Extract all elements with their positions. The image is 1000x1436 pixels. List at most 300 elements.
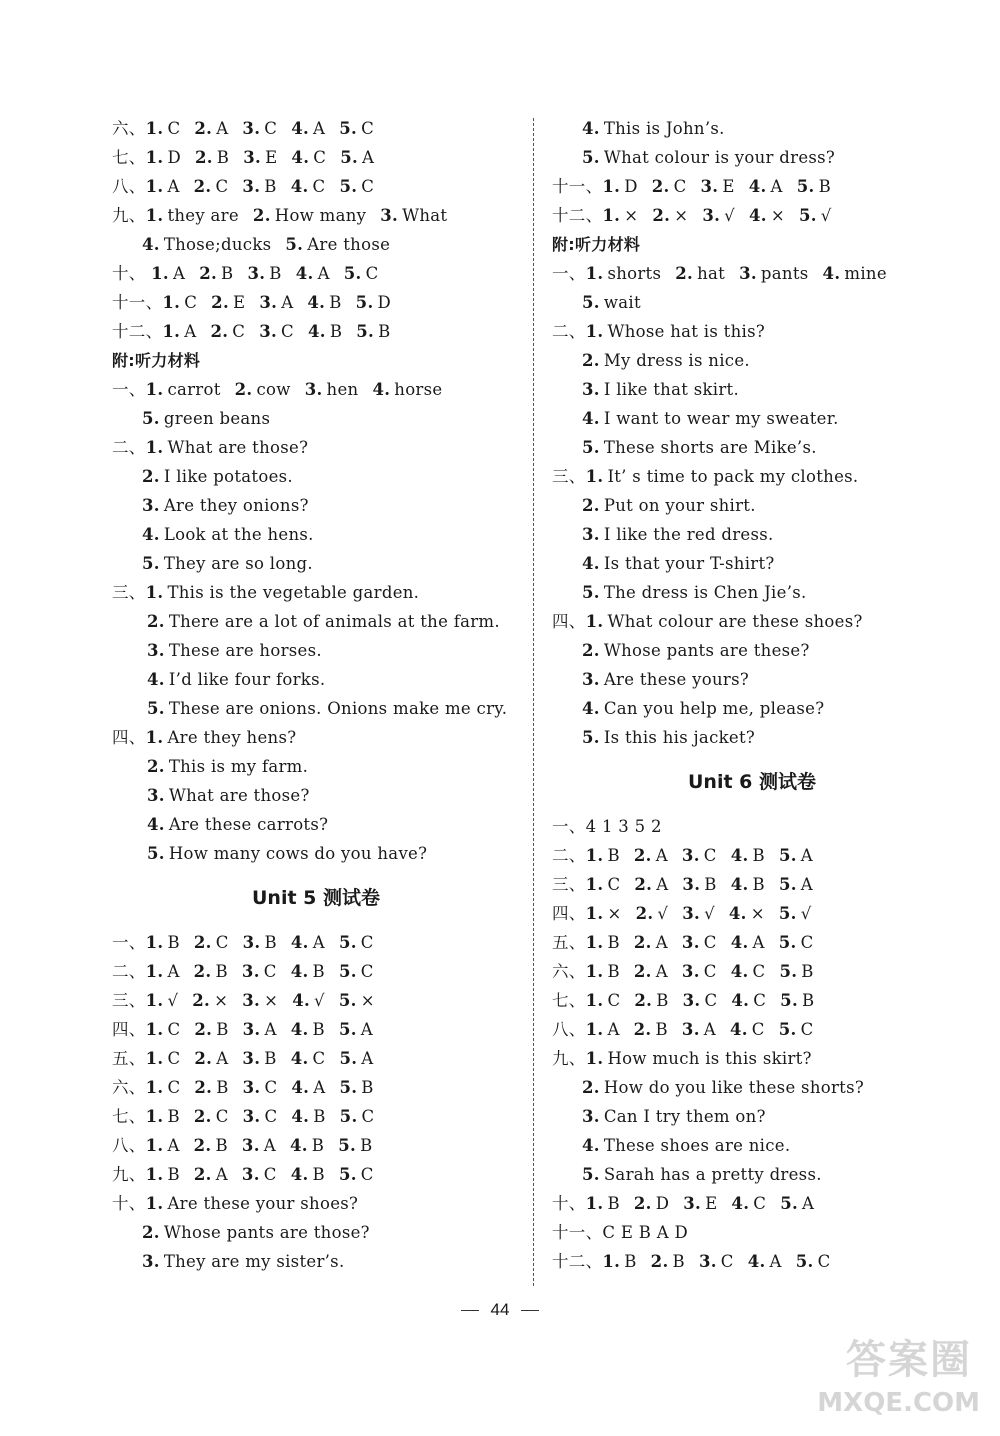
item-number: 5. [338,1020,357,1039]
item-answer: D [655,1194,670,1213]
item-number: 5. [343,264,362,283]
question-number: 一、 [112,933,146,952]
item-answer: I want to wear my sweater. [603,409,839,428]
answer-line [552,520,952,549]
item-answer: C [167,119,181,138]
item-answer: B [360,1136,373,1155]
item-number: 5. [778,875,797,894]
item-number: 1. [585,991,604,1010]
item-answer: A [312,933,325,952]
item-number: 3. [242,933,261,952]
item-number: 2. [210,322,229,341]
item-number: 2. [147,612,165,631]
answer-line [112,201,520,230]
item-number: 3. [241,962,260,981]
item-answer: C [365,264,379,283]
item-number: 5. [778,846,797,865]
item-answer: A [800,875,813,894]
item-number: 2. [199,264,218,283]
answer-line [112,957,520,986]
item-number: 2. [652,206,671,225]
item-number: 3. [682,875,701,894]
item-answer: B [312,962,325,981]
answer-line [552,928,952,957]
item-number: 4. [730,962,749,981]
item-answer: cow [256,380,291,399]
item-answer: C [167,1078,181,1097]
item-answer: × [624,206,639,225]
item-answer: carrot [167,380,221,399]
answer-line [112,433,520,462]
item-answer: A [655,933,668,952]
question-number: 十、 [552,1194,586,1213]
answer-line [552,607,952,636]
item-number: 1. [585,1049,604,1068]
item-answer: C [361,177,375,196]
item-answer: A [313,1078,326,1097]
item-number: 2. [147,757,165,776]
answer-line [112,752,520,781]
item-answer: B [313,1107,326,1126]
item-number: 3. [681,933,700,952]
item-number: 4. [147,815,165,834]
item-answer: These are onions. Onions make me cry. [168,699,508,718]
item-answer: B [216,148,230,167]
item-number: 1. [145,1165,164,1184]
item-number: 1. [585,904,604,923]
item-answer: B [752,846,765,865]
answer-line [552,549,952,578]
item-answer: C [817,1252,831,1271]
item-number: 2. [194,119,213,138]
item-answer: C [313,148,327,167]
answer-line [112,839,520,868]
question-number: 三、 [112,583,146,602]
answer-line [552,841,952,870]
item-answer: pants [760,264,809,283]
item-answer: A [800,846,813,865]
item-answer: Are those [307,235,391,254]
item-number: 2. [193,1107,212,1126]
question-number: 十二、 [552,206,603,225]
item-number: 1. [145,991,164,1010]
item-number: 3. [682,991,701,1010]
item-answer: A [607,1020,620,1039]
answer-line [112,549,520,578]
answer-line [552,1102,952,1131]
item-number: 3. [681,846,700,865]
item-number: 2. [582,641,600,660]
answer-line [112,491,520,520]
item-number: 5. [582,1165,600,1184]
question-number: 四、 [112,1020,146,1039]
item-number: 5. [285,235,304,254]
item-answer: B [607,1194,620,1213]
question-number: 一、 [552,264,586,283]
item-number: 4. [290,177,309,196]
item-answer: C [184,293,198,312]
item-answer: C [232,322,246,341]
answer-line [552,1044,952,1073]
item-number: 2. [582,351,600,370]
watermark-big-text: 答案圈 [846,1337,972,1383]
item-answer: B [378,322,391,341]
answer-line [552,1131,952,1160]
item-number: 3. [242,119,261,138]
item-number: 5. [778,933,797,952]
answer-line [552,114,952,143]
answer-line [552,433,952,462]
item-answer: √ [657,904,669,923]
item-number: 2. [633,962,652,981]
item-number: 1. [145,962,164,981]
item-answer: B [329,293,342,312]
answer-line [112,317,520,346]
item-answer: C [800,1020,814,1039]
item-number: 3. [582,380,600,399]
answer-line [112,1131,520,1160]
question-number: 六、 [552,962,586,981]
item-answer: C [751,1020,765,1039]
item-answer: Are these your shoes? [167,1194,359,1213]
item-answer: √ [314,991,325,1010]
item-number: 4. [582,554,600,573]
item-number: 3. [582,670,600,689]
item-answer: C [673,177,687,196]
question-number: 七、 [112,148,146,167]
question-number: 四、 [112,728,146,747]
item-number: 3. [241,1165,260,1184]
item-answer: B [607,962,620,981]
item-number: 4. [372,380,391,399]
question-number: 八、 [552,1020,586,1039]
answer-line [552,317,952,346]
item-number: 3. [242,991,261,1010]
item-answer: Whose pants are those? [163,1223,370,1242]
item-number: 3. [259,322,278,341]
left-column [112,114,520,1276]
answer-line [112,1102,520,1131]
item-answer: What are those? [168,786,310,805]
item-number: 5. [338,1136,357,1155]
item-number: 5. [339,1049,358,1068]
item-answer: A [167,177,180,196]
answer-line [112,1073,520,1102]
item-answer: A [655,962,668,981]
item-number: 5. [356,322,375,341]
item-number: 2. [193,933,212,952]
item-number: 4. [728,904,747,923]
item-answer: A [184,322,197,341]
item-number: 4. [295,264,314,283]
item-answer: A [362,148,375,167]
item-answer: A [703,1020,716,1039]
answer-line [112,1218,520,1247]
item-answer: C [752,962,766,981]
answer-line [112,1247,520,1276]
item-number: 4. [731,1194,750,1213]
item-answer: C [264,119,278,138]
answer-line [112,781,520,810]
item-number: 5. [778,1020,797,1039]
item-number: 5. [339,1078,358,1097]
item-number: 1. [145,1020,164,1039]
section-title: Unit 6 测试卷 [688,771,816,793]
answer-line [552,346,952,375]
item-number: 2. [194,1020,213,1039]
item-answer: They are so long. [163,554,313,573]
listening-heading: 附:听力材料 [112,351,201,370]
item-number: 2. [192,991,211,1010]
item-answer: × [750,904,765,923]
item-number: 1. [585,612,604,631]
item-answer: B [216,1020,229,1039]
item-number: 3. [242,1020,261,1039]
item-number: 1. [145,1194,164,1213]
item-number: 2. [194,1078,213,1097]
item-number: 3. [681,962,700,981]
item-number: 4. [291,148,310,167]
item-answer: C [720,1252,734,1271]
item-number: 3. [259,293,278,312]
item-answer: × [360,991,375,1010]
item-number: 1. [145,1107,164,1126]
item-number: 1. [602,177,621,196]
item-number: 4. [731,991,750,1010]
item-answer: These shorts are Mike’s. [603,438,817,457]
question-number: 十一、 [112,293,163,312]
item-answer: B [655,1020,668,1039]
answer-line [552,172,952,201]
item-answer: C [800,933,814,952]
question-number: 六、 [112,119,146,138]
item-number: 2. [634,875,653,894]
item-number: 1. [151,264,169,283]
question-number: 十一、 [552,177,603,196]
item-number: 3. [380,206,399,225]
item-answer: Are they onions? [163,496,309,515]
item-number: 5. [355,293,374,312]
item-number: 5. [582,583,600,602]
answer-line [552,665,952,694]
item-answer: B [607,846,620,865]
answer-line [112,694,520,723]
item-answer: It’ s time to pack my clothes. [607,467,859,486]
answer-line [112,172,520,201]
item-answer: A [655,846,668,865]
item-answer: shorts [607,264,662,283]
item-number: 3. [582,525,600,544]
item-number: 2. [193,1136,212,1155]
item-answer: A [172,264,186,283]
item-answer: A [317,264,330,283]
item-number: 5. [582,728,600,747]
item-answer: B [704,875,717,894]
item-number: 5. [147,699,165,718]
item-number: 3. [702,206,721,225]
item-number: 3. [147,641,165,660]
item-number: 3. [242,1078,261,1097]
answer-line [112,114,520,143]
item-number: 3. [142,496,160,515]
question-number: 九、 [112,1165,146,1184]
item-number: 5. [582,293,600,312]
question-number: 五、 [112,1049,146,1068]
item-number: 4. [291,119,310,138]
item-number: 3. [242,1049,261,1068]
answer-line [552,812,952,841]
item-answer: B [818,177,832,196]
dash-left [461,1310,479,1311]
answer-line [552,462,952,491]
item-number: 4. [307,293,326,312]
item-answer: C [703,962,717,981]
item-answer: A [802,1194,815,1213]
item-number: 5. [338,933,357,952]
item-number: 1. [145,1078,164,1097]
item-answer: D [624,177,638,196]
answer-line [112,607,520,636]
item-answer: A [281,293,294,312]
item-number: 4. [730,933,749,952]
item-number: 2. [234,380,253,399]
item-answer: B [312,1165,325,1184]
item-answer: D [377,293,392,312]
answer-sequence: 4 1 3 5 2 [585,817,662,836]
item-answer: × [770,206,785,225]
answer-line [552,870,952,899]
item-answer: Is this his jacket? [603,728,756,747]
item-number: 3. [241,1136,260,1155]
item-number: 4. [730,846,749,865]
item-number: 3. [242,1107,261,1126]
item-number: 3. [698,1252,717,1271]
answer-line [552,491,952,520]
item-answer: These are horses. [168,641,322,660]
item-number: 1. [145,1049,164,1068]
item-number: 2. [193,177,212,196]
item-answer: B [801,962,814,981]
item-number: 4. [147,670,165,689]
question-number: 十二、 [112,322,163,341]
item-answer: √ [800,904,812,923]
item-answer: C [215,1107,229,1126]
item-answer: they are [167,206,239,225]
answer-line [552,201,952,230]
item-number: 1. [585,322,604,341]
answer-line [112,462,520,491]
item-answer: B [216,1078,229,1097]
item-number: 4. [290,1020,309,1039]
item-number: 2. [193,962,212,981]
item-answer: B [361,1078,374,1097]
question-number: 四、 [552,612,586,631]
item-answer: A [264,1020,277,1039]
answer-line [112,375,520,404]
item-number: 1. [145,583,164,602]
item-number: 2. [193,1165,212,1184]
item-answer: E [705,1194,718,1213]
item-answer: B [312,1020,325,1039]
item-answer: Can I try them on? [603,1107,766,1126]
item-answer: Whose pants are these? [603,641,810,660]
item-number: 3. [147,786,165,805]
item-answer: hat [697,264,726,283]
answer-line [112,1044,520,1073]
item-number: 2. [633,846,652,865]
question-number: 四、 [552,904,586,923]
item-number: 1. [145,119,164,138]
question-number: 二、 [112,962,146,981]
item-answer: A [752,933,765,952]
item-number: 2. [635,904,654,923]
item-answer: green beans [163,409,271,428]
item-number: 2. [252,206,271,225]
item-answer: A [263,1136,276,1155]
question-number: 三、 [552,875,586,894]
item-answer: C [264,1107,278,1126]
answer-line [552,957,952,986]
answer-line [112,810,520,839]
answer-line [552,1073,952,1102]
answer-line [552,404,952,433]
item-answer: How much is this skirt? [607,1049,812,1068]
item-number: 1. [145,148,164,167]
answer-line [552,259,952,288]
question-number: 五、 [552,933,586,952]
answer-line [112,665,520,694]
item-answer: B [607,933,620,952]
answer-line [552,723,952,752]
question-number: 七、 [552,991,586,1010]
item-answer: B [264,1049,277,1068]
item-answer: The dress is Chen Jie’s. [603,583,807,602]
item-answer: I like that skirt. [603,380,740,399]
item-number: 5. [339,177,358,196]
item-number: 1. [145,206,164,225]
item-answer: A [769,1252,782,1271]
question-number: 八、 [112,177,146,196]
item-answer: A [313,119,326,138]
item-number: 1. [585,846,604,865]
item-answer: C [703,846,717,865]
item-answer: C [607,875,621,894]
item-answer: C [167,1020,181,1039]
answer-line [112,723,520,752]
item-number: 4. [289,1136,308,1155]
page-number [0,1300,1000,1320]
item-number: 1. [602,1252,621,1271]
item-number: 5. [338,991,357,1010]
item-answer: wait [603,293,641,312]
item-number: 4. [749,206,767,225]
item-answer: C [215,177,229,196]
item-answer: C [361,1107,375,1126]
item-answer: C [312,1049,326,1068]
dash-right [521,1310,539,1311]
item-number: 4. [290,1049,309,1068]
item-number: 1. [585,933,604,952]
item-number: 5. [339,119,358,138]
item-number: 5. [338,962,357,981]
item-number: 1. [162,293,181,312]
answer-sequence: C E B A D [602,1223,689,1242]
item-answer: C [753,1194,767,1213]
item-answer: D [167,148,181,167]
question-number: 十一、 [552,1223,603,1242]
item-number: 4. [290,1165,309,1184]
item-answer: C [312,177,326,196]
